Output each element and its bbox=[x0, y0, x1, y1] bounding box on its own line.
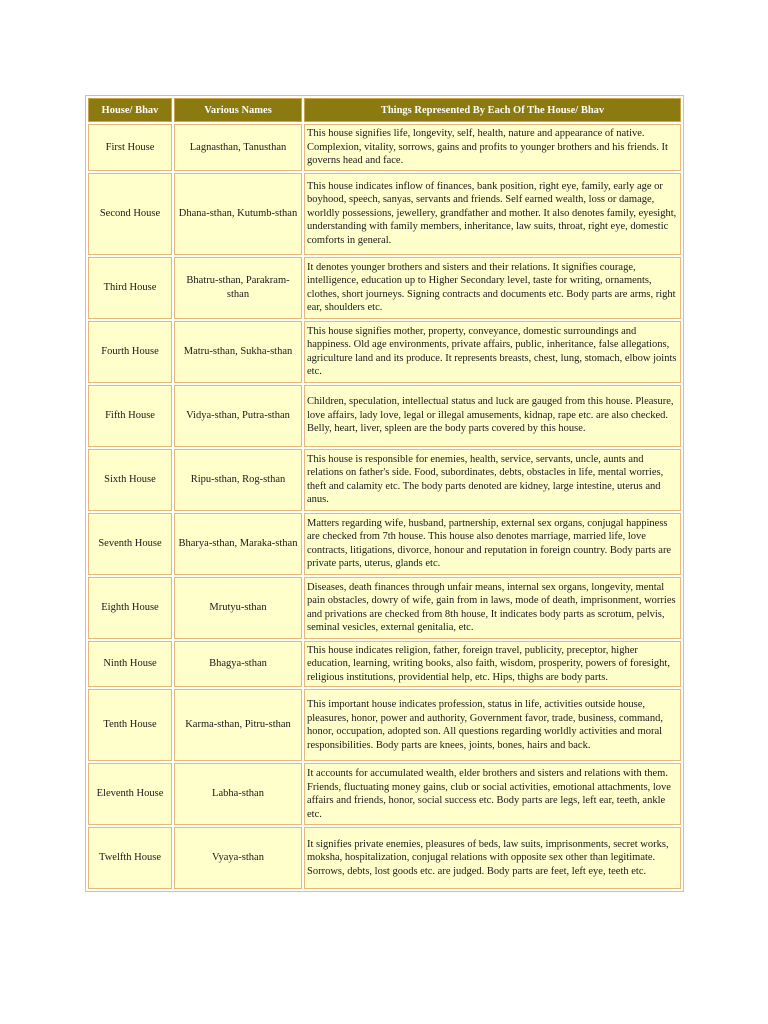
description-cell: Diseases, death finances through unfair means, internal sex organs, longevity, mental pain obstacles, dowry of wife, gain from in laws, mode of death, imprisonment, worries and privations are checked from 8th house, It indicates body parts as scrotum, pelvis, seminal vesicles, external genitalia, etc. bbox=[304, 577, 681, 639]
table-row bbox=[88, 513, 681, 575]
house-cell: Seventh House bbox=[88, 513, 172, 575]
table-row bbox=[88, 577, 681, 639]
description-cell: This house indicates inflow of finances, bank position, right eye, family, early age or boyhood, speech, sanyas, servants and friends. Self earned wealth, loss or damage, worldly possessions, jewellery, grandfather and mother. It also denotes family, eyesight, understanding with family members, inheritance, law suits, throat, right eye, domestic comforts in general. bbox=[304, 173, 681, 255]
description-cell: It denotes younger brothers and sisters and their relations. It signifies courage, intelligence, education up to Higher Secondary level, taste for writing, ornaments, clothes, short journeys. Signing contracts and documents etc. Body parts are arms, right ear, shoulders etc. bbox=[304, 257, 681, 319]
description-cell: This important house indicates profession, status in life, activities outside house, pleasures, honor, power and authority, Government favor, trade, business, command, honor, occupation, adopted son. All questions regarding worldly activities and moral responsibilities. Body parts are knees, joints, bones, hairs and back. bbox=[304, 689, 681, 761]
description-cell: It accounts for accumulated wealth, elder brothers and sisters and relations with them. Friends, fluctuating money gains, club or social activities, emotional attachments, love affairs and friends, honor, social success etc. Body parts are legs, left ear, teeth, ankle etc. bbox=[304, 763, 681, 825]
description-cell: Children, speculation, intellectual status and luck are gauged from this house. Pleasure, love affairs, lady love, legal or illegal amusements, kidnap, rape etc. are also checked. Belly, heart, liver, spleen are the body parts covered by this house. bbox=[304, 385, 681, 447]
description-cell: This house indicates religion, father, foreign travel, publicity, preceptor, higher education, learning, writing books, also faith, wisdom, prosperity, powers of foresight, religious institutions, providential help, etc. Hips, thighs are body parts. bbox=[304, 641, 681, 688]
header-house: House/ Bhav bbox=[88, 98, 172, 122]
names-cell: Lagnasthan, Tanusthan bbox=[174, 124, 302, 171]
names-cell: Labha-sthan bbox=[174, 763, 302, 825]
table-header-row bbox=[88, 98, 681, 122]
names-cell: Bhagya-sthan bbox=[174, 641, 302, 688]
description-cell: This house signifies mother, property, conveyance, domestic surroundings and happiness. Old age environments, private affairs, public, inheritance, false allegations, agriculture land and its produce. It represents breasts, chest, lung, stomach, elbow joints etc. bbox=[304, 321, 681, 383]
names-cell: Vidya-sthan, Putra-sthan bbox=[174, 385, 302, 447]
table-row bbox=[88, 827, 681, 889]
names-cell: Bharya-sthan, Maraka-sthan bbox=[174, 513, 302, 575]
house-cell: First House bbox=[88, 124, 172, 171]
house-cell: Third House bbox=[88, 257, 172, 319]
house-cell: Second House bbox=[88, 173, 172, 255]
description-cell: It signifies private enemies, pleasures of beds, law suits, imprisonments, secret works, moksha, hospitalization, conjugal relations with opposite sex other than legitimate. Sorrows, debts, lost goods etc. are judged. Body parts are feet, left eye, teeth etc. bbox=[304, 827, 681, 889]
house-cell: Twelfth House bbox=[88, 827, 172, 889]
table-row bbox=[88, 257, 681, 319]
house-cell: Eleventh House bbox=[88, 763, 172, 825]
house-cell: Tenth House bbox=[88, 689, 172, 761]
names-cell: Ripu-sthan, Rog-sthan bbox=[174, 449, 302, 511]
table-row bbox=[88, 385, 681, 447]
names-cell: Vyaya-sthan bbox=[174, 827, 302, 889]
document-page bbox=[85, 95, 684, 892]
house-cell: Fourth House bbox=[88, 321, 172, 383]
house-cell: Eighth House bbox=[88, 577, 172, 639]
houses-table bbox=[85, 95, 684, 892]
names-cell: Bhatru-sthan, Parakram-sthan bbox=[174, 257, 302, 319]
house-cell: Sixth House bbox=[88, 449, 172, 511]
description-cell: Matters regarding wife, husband, partnership, external sex organs, conjugal happiness are checked from 7th house. This house also denotes marriage, married life, love contracts, litigations, divorce, honour and reputation in foreign country. Body parts are private parts, uterus, glands etc. bbox=[304, 513, 681, 575]
table-row bbox=[88, 449, 681, 511]
table-row bbox=[88, 173, 681, 255]
table-row bbox=[88, 763, 681, 825]
names-cell: Matru-sthan, Sukha-sthan bbox=[174, 321, 302, 383]
description-cell: This house is responsible for enemies, health, service, servants, uncle, aunts and relations on father's side. Food, subordinates, debts, obstacles in life, mental worries, theft and calamity etc. The body parts denoted are kidney, large intestine, uterus and anus. bbox=[304, 449, 681, 511]
names-cell: Dhana-sthan, Kutumb-sthan bbox=[174, 173, 302, 255]
table-row bbox=[88, 124, 681, 171]
table-row bbox=[88, 689, 681, 761]
house-cell: Ninth House bbox=[88, 641, 172, 688]
table-row bbox=[88, 321, 681, 383]
names-cell: Karma-sthan, Pitru-sthan bbox=[174, 689, 302, 761]
header-various-names: Various Names bbox=[174, 98, 302, 122]
description-cell: This house signifies life, longevity, self, health, nature and appearance of native. Complexion, vitality, sorrows, gains and profits to younger brothers and his friends. It governs head and face. bbox=[304, 124, 681, 171]
table-row bbox=[88, 641, 681, 688]
header-things-represented: Things Represented By Each Of The House/ Bhav bbox=[304, 98, 681, 122]
names-cell: Mrutyu-sthan bbox=[174, 577, 302, 639]
house-cell: Fifth House bbox=[88, 385, 172, 447]
